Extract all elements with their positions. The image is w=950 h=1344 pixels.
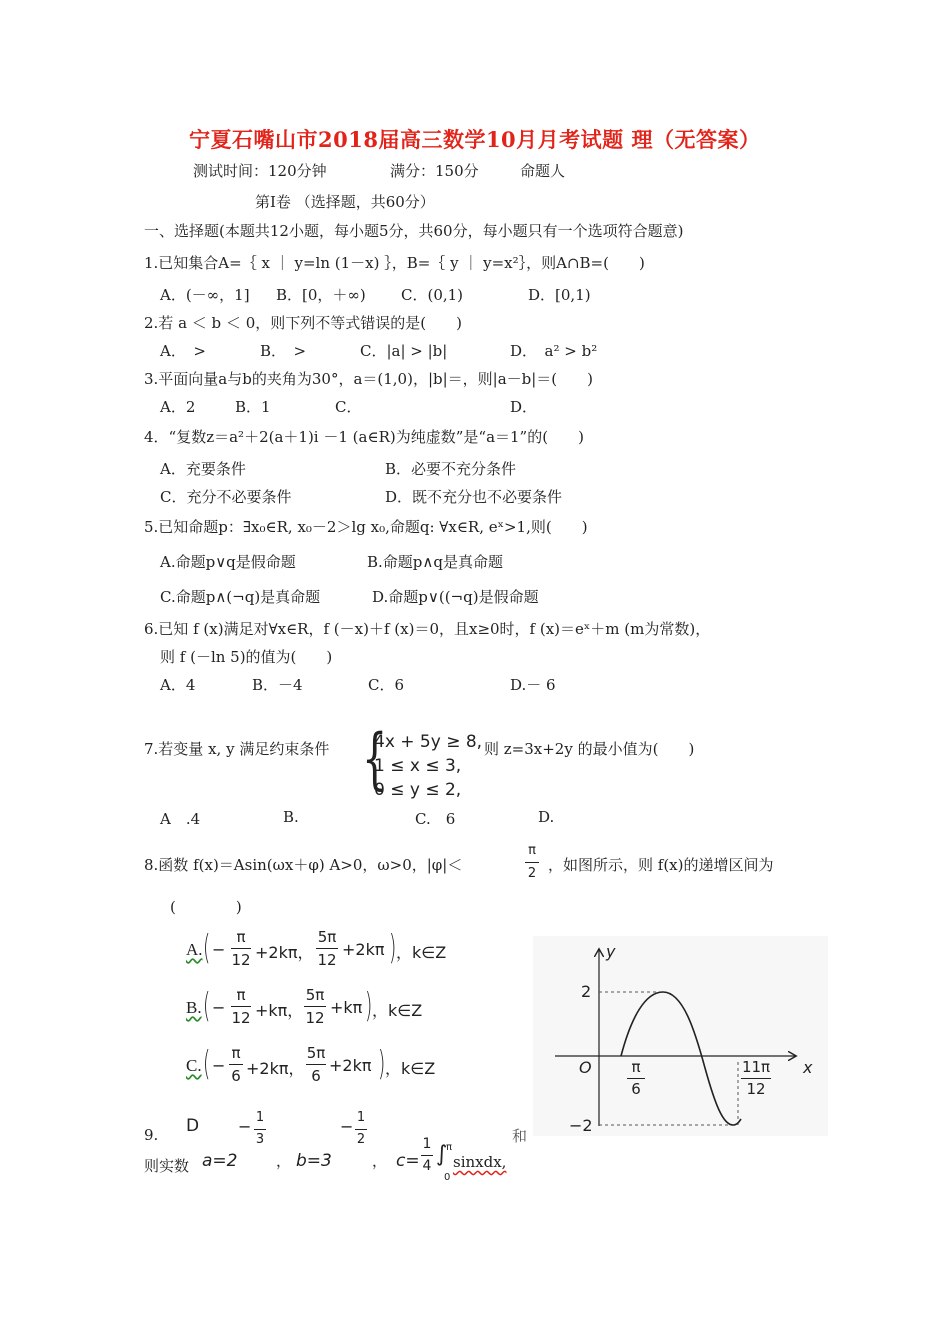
- q2-option-b: B． >: [260, 342, 307, 360]
- q1-option-c: C．(0,1): [401, 286, 464, 304]
- q1-stem: 1.已知集合A=｛ x ｜ y=ln (1－x) ｝，B=｛ y ｜ y=x²｝，则A∩B=( ): [144, 254, 645, 272]
- right-paren: ): [389, 928, 397, 968]
- comma: ，: [372, 1152, 388, 1170]
- frac-bar: [229, 1064, 243, 1065]
- q9-number: 9.: [144, 1126, 159, 1144]
- q9-c-expression: c=: [396, 1151, 420, 1171]
- frac-numerator: π: [236, 986, 246, 1004]
- q5-option-a: A.命题p∨q是假命题: [160, 553, 296, 571]
- q8-fraction-bar: [525, 862, 539, 863]
- x2-numerator: 11π: [741, 1058, 771, 1076]
- q6-stem-line2: 则 f (－ln 5)的值为( ): [160, 648, 333, 666]
- term-2: +kπ: [330, 998, 363, 1017]
- term-1: +kπ，: [255, 1001, 304, 1020]
- constraint-2: 1 ≤ x ≤ 3,: [374, 756, 462, 776]
- y-max-label: 2: [581, 982, 592, 1001]
- exp-numerator: 1: [255, 1110, 265, 1125]
- q8-option-a-letter: A.: [186, 940, 203, 959]
- comma: ，: [276, 1152, 292, 1170]
- minus-sign: −: [340, 1117, 354, 1136]
- q8-tail: ，如图所示，则 f(x)的递增区间为: [548, 856, 774, 874]
- q4-option-b: B．必要不充分条件: [385, 460, 517, 478]
- test-time: 测试时间：120分钟: [193, 162, 327, 180]
- q3-option-c: C．: [335, 398, 362, 416]
- minus-sign: −: [238, 1117, 252, 1136]
- frac-denominator: 12: [305, 1009, 325, 1027]
- x1-denominator: 6: [631, 1080, 641, 1098]
- page-title: 宁夏石嘴山市2018届高三数学10月月考试题 理（无答案）: [189, 127, 761, 152]
- q3-stem: 3.平面向量a与b的夹角为30°，a＝(1,0)，|b|＝，则|a－b|＝( ): [144, 370, 594, 388]
- frac-numerator: 5π: [317, 928, 337, 946]
- exp-numerator: 1: [356, 1110, 366, 1125]
- q8-pi-denominator: 2: [527, 866, 537, 881]
- q8-blank: ( ): [170, 898, 242, 916]
- left-paren: (: [203, 986, 211, 1026]
- frac-numerator: π: [236, 928, 246, 946]
- sine-graph: [533, 936, 828, 1136]
- q3-option-b: B．1: [235, 398, 271, 416]
- q1-option-b: B．[0，＋∞): [276, 286, 366, 304]
- frac-bar: [304, 1006, 326, 1007]
- frac-bar: [231, 1006, 251, 1007]
- instructions: 一、选择题(本题共12小题，每小题5分，共60分，每小题只有一个选项符合题意): [144, 222, 684, 240]
- q4-option-a: A．充要条件: [160, 460, 246, 478]
- integral-sign: ∫: [436, 1142, 448, 1167]
- k-domain: ，k∈Z: [396, 943, 447, 962]
- section-heading: 第Ⅰ卷 （选择题，共60分）: [255, 193, 435, 211]
- constraint-1: 4x + 5y ≥ 8,: [374, 732, 483, 752]
- q2-option-d: D． a² > b²: [510, 342, 598, 360]
- k-domain: ，k∈Z: [385, 1059, 436, 1078]
- frac-numerator: 5π: [306, 1044, 326, 1062]
- q4-stem: 4．“复数z＝a²＋2(a＋1)i －1 (a∈R)为纯虚数”是“a＝1”的( ): [144, 428, 584, 446]
- q8-stem: 8.函数 f(x)＝Asin(ωx＋φ) A>0，ω>0，|φ|＜: [144, 856, 463, 874]
- q8-pi-numerator: π: [528, 843, 536, 858]
- q7-option-c: C. 6: [415, 810, 456, 828]
- q8-option-c-letter: C.: [186, 1056, 202, 1075]
- x2-denominator: 12: [746, 1080, 766, 1098]
- frac-bar: [231, 948, 251, 949]
- term-2: +2kπ: [329, 1056, 372, 1075]
- q7-option-d: D.: [538, 808, 555, 826]
- q6-option-a: A．4: [160, 676, 196, 694]
- q4-option-c: C．充分不必要条件: [160, 488, 292, 506]
- frac-numerator: 5π: [305, 986, 325, 1004]
- x1-numerator: π: [631, 1058, 641, 1076]
- constraint-brace: {: [362, 720, 388, 797]
- left-paren: (: [203, 928, 211, 968]
- c-denominator: 4: [422, 1158, 432, 1174]
- q5-option-c: C.命题p∧(¬q)是真命题: [160, 588, 321, 606]
- integral-upper: π: [446, 1142, 453, 1153]
- k-domain: ，k∈Z: [372, 1001, 423, 1020]
- frac-denominator: 12: [317, 951, 337, 969]
- exp-denominator: 2: [356, 1132, 366, 1147]
- q1-option-d: D．[0,1): [528, 286, 591, 304]
- q7-option-a: A .4: [160, 810, 201, 828]
- x1-bar: [627, 1078, 645, 1079]
- term-2: +2kπ: [342, 940, 385, 959]
- minus-sign: −: [212, 998, 226, 1017]
- q1-option-a: A．(－∞，1]: [160, 286, 250, 304]
- author-label: 命题人: [520, 162, 566, 180]
- minus-sign: −: [212, 940, 226, 959]
- y-min-label: −2: [569, 1116, 593, 1135]
- term-1: +2kπ，: [246, 1059, 305, 1078]
- q5-option-b: B.命题p∧q是真命题: [367, 553, 503, 571]
- q3-option-d: D．: [510, 398, 538, 416]
- y-axis-label: y: [606, 942, 616, 961]
- exp-bar: [355, 1129, 367, 1130]
- q2-option-a: A． >: [160, 342, 206, 360]
- frac-bar: [316, 948, 338, 949]
- q4-option-d: D．既不充分也不必要条件: [385, 488, 563, 506]
- q7-option-b: B.: [283, 808, 299, 826]
- sine-graph-figure: [533, 936, 828, 1136]
- frac-denominator: 6: [231, 1067, 241, 1085]
- q9-a-expression: a=2: [202, 1151, 238, 1171]
- frac-bar: [306, 1064, 326, 1065]
- origin-label: O: [579, 1058, 592, 1077]
- q5-option-d: D.命题p∨((¬q)是假命题: [372, 588, 539, 606]
- frac-denominator: 6: [311, 1067, 321, 1085]
- left-paren: (: [203, 1044, 211, 1084]
- frac-denominator: 12: [231, 1009, 251, 1027]
- integrand: sinxdx,: [453, 1153, 507, 1171]
- integral-lower: 0: [444, 1172, 451, 1183]
- q6-option-c: C．6: [368, 676, 405, 694]
- full-score: 满分：150分: [390, 162, 479, 180]
- q6-option-d: D.－ 6: [510, 676, 556, 694]
- constraint-3: 0 ≤ y ≤ 2,: [374, 780, 462, 800]
- exp-bar: [254, 1129, 266, 1130]
- minus-sign: −: [212, 1056, 226, 1075]
- frac-numerator: π: [231, 1044, 241, 1062]
- x2-bar: [741, 1078, 771, 1079]
- q7-stem: 7.若变量 x, y 满足约束条件: [144, 740, 330, 758]
- c-numerator: 1: [422, 1136, 432, 1152]
- c-bar: [421, 1155, 433, 1156]
- right-paren: ): [378, 1044, 386, 1084]
- q8-option-d-letter: D: [186, 1116, 200, 1136]
- term-1: +2kπ，: [255, 943, 314, 962]
- stray-glyph: 和: [512, 1127, 528, 1145]
- q8-option-b-letter: B.: [186, 998, 202, 1017]
- q9-b-expression: b=3: [296, 1151, 332, 1171]
- q9-line2: 则实数: [144, 1157, 190, 1175]
- frac-denominator: 12: [231, 951, 251, 969]
- exp-denominator: 3: [255, 1132, 265, 1147]
- q5-stem: 5.已知命题p：∃x₀∈R, x₀－2＞lg x₀,命题q: ∀x∈R, eˣ>1,则( ): [144, 518, 588, 536]
- q6-option-b: B．－4: [252, 676, 303, 694]
- q7-tail: 则 z=3x+2y 的最小值为( ): [484, 740, 695, 758]
- q6-stem-line1: 6.已知 f (x)满足对∀x∈R，f (－x)＋f (x)＝0，且x≥0时，f (x)＝eˣ＋m (m为常数)，: [144, 620, 711, 638]
- q2-option-c: C．|a| > |b|: [360, 342, 448, 360]
- q2-stem: 2.若 a ＜ b ＜ 0，则下列不等式错误的是( ): [144, 314, 462, 332]
- q3-option-a: A．2: [160, 398, 196, 416]
- right-paren: ): [365, 986, 373, 1026]
- x-axis-label: x: [803, 1058, 813, 1077]
